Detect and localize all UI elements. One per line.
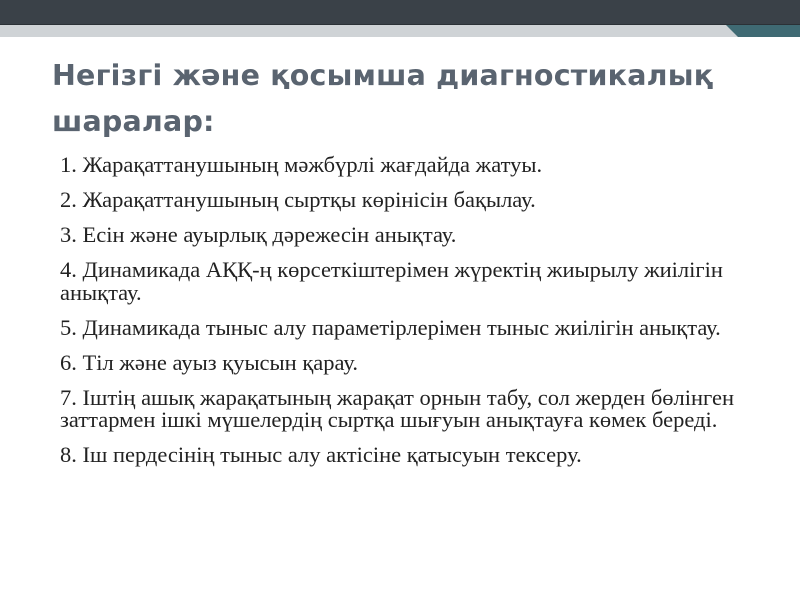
header-accent-bar [738,25,800,37]
header-bar-light [0,25,800,37]
list-item: 8. Іш пердесінің тыныс алу актісіне қатысуын тексеру. [60,442,582,467]
list-item: 3. Есін және ауырлық дәрежесін анықтау. [60,222,457,247]
list-item: 6. Тіл және ауыз қуысын қарау. [60,349,358,375]
header-accent-triangle [726,25,738,37]
list-item: 7. Іштің ашық жарақатының жарақат орнын табу, сол жерден бөлінген заттармен ішкі мүшелердің сыртқа шығуын анықтауға көмек береді. [60,384,735,432]
list-item: 1. Жарақаттанушының мәжбүрлі жағдайда жатуы. [60,152,543,177]
list-item: 4. Динамикада АҚҚ-ң көрсеткіштерімен жүректің жиырылу жиілігін анықтау. [60,257,723,305]
slide-title: Негізгі және қосымша диагностикалық шаралар: [52,59,714,138]
list-item: 5. Динамикада тыныс алу параметірлерімен тыныс жиілігін анықтау. [60,314,721,340]
header-bar-dark [0,0,800,25]
diagnostic-list [60,154,760,479]
list-item: 2. Жарақаттанушының сыртқы көрінісін бақылау. [60,187,536,212]
